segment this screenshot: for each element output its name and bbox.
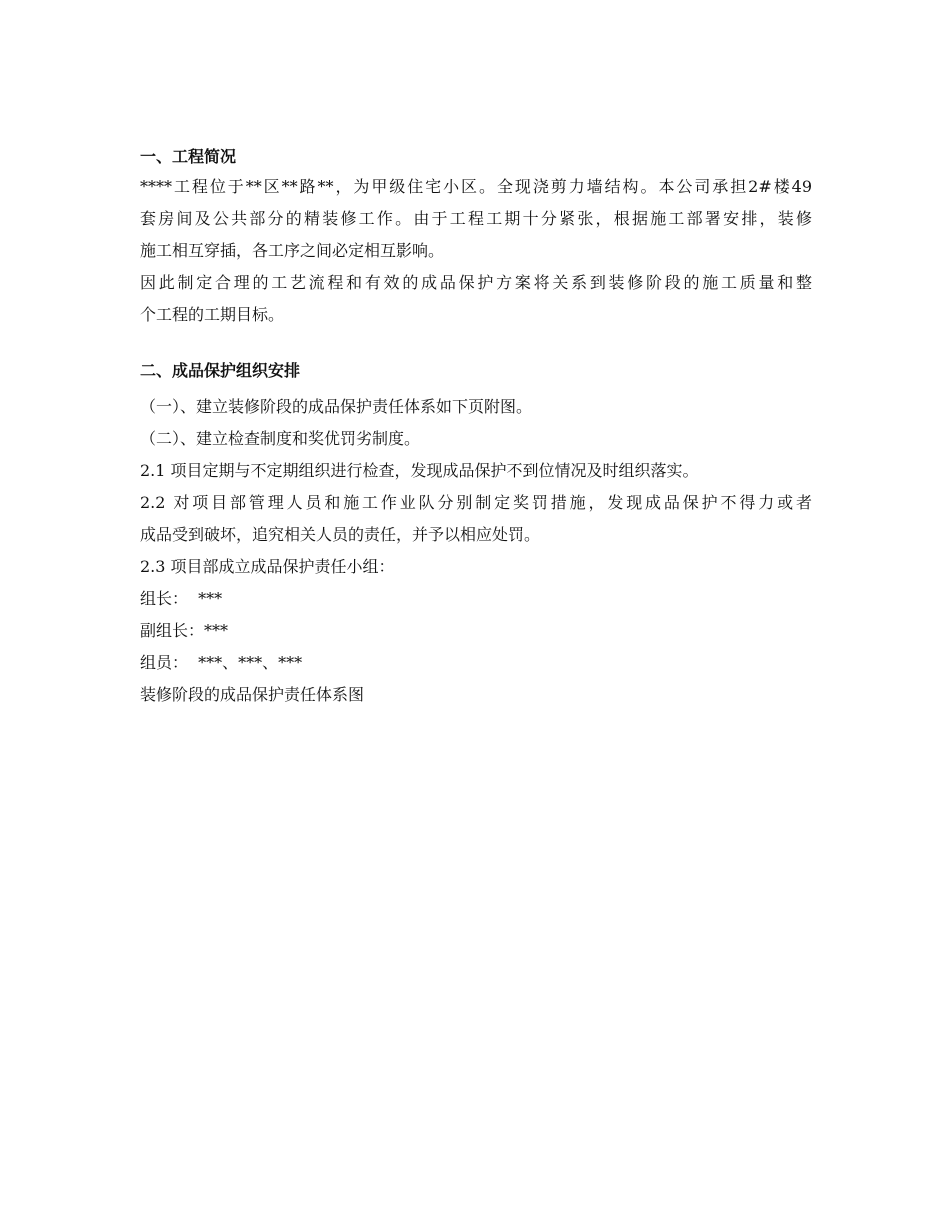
paragraph-line: 成品受到破坏，追究相关人员的责任，并予以相应处罚。 bbox=[140, 525, 541, 544]
paragraph-line: 施工相互穿插，各工序之间必定相互影响。 bbox=[140, 241, 445, 260]
paragraph-line: 套房间及公共部分的精装修工作。由于工程工期十分紧张，根据施工部署安排，装修 bbox=[140, 209, 812, 228]
point-2-3: 2.3 项目部成立成品保护责任小组： bbox=[140, 557, 395, 576]
paragraph-line: 个工程的工期目标。 bbox=[140, 305, 285, 324]
process-flow-paragraph bbox=[140, 267, 812, 331]
section-spacer bbox=[140, 331, 812, 357]
point-2-1: 2.1 项目定期与不定期组织进行检查，发现成品保护不到位情况及时组织落实。 bbox=[140, 461, 699, 480]
project-overview-paragraph bbox=[140, 171, 812, 267]
item-responsibility-system: （一）、建立装修阶段的成品保护责任体系如下页附图。 bbox=[140, 397, 533, 416]
group-vice-leader: 副组长：*** bbox=[140, 621, 229, 640]
section-heading-project-overview: 一、工程简况 bbox=[140, 147, 237, 166]
figure-caption: 装修阶段的成品保护责任体系图 bbox=[140, 685, 365, 704]
section-heading-protection-organization: 二、成品保护组织安排 bbox=[140, 361, 301, 380]
paragraph-line: 因此制定合理的工艺流程和有效的成品保护方案将关系到装修阶段的施工质量和整 bbox=[140, 273, 812, 292]
group-members: 组员： ***、***、*** bbox=[140, 653, 303, 672]
point-2-2 bbox=[140, 487, 812, 551]
document-page bbox=[140, 143, 812, 711]
paragraph-line: 2.2 对项目部管理人员和施工作业队分别制定奖罚措施，发现成品保护不得力或者 bbox=[140, 493, 812, 512]
item-inspection-system: （二）、建立检查制度和奖优罚劣制度。 bbox=[140, 429, 421, 448]
paragraph-line: ****工程位于**区**路**，为甲级住宅小区。全现浇剪力墙结构。本公司承担2#楼49 bbox=[140, 177, 812, 196]
group-leader: 组长： *** bbox=[140, 589, 223, 608]
